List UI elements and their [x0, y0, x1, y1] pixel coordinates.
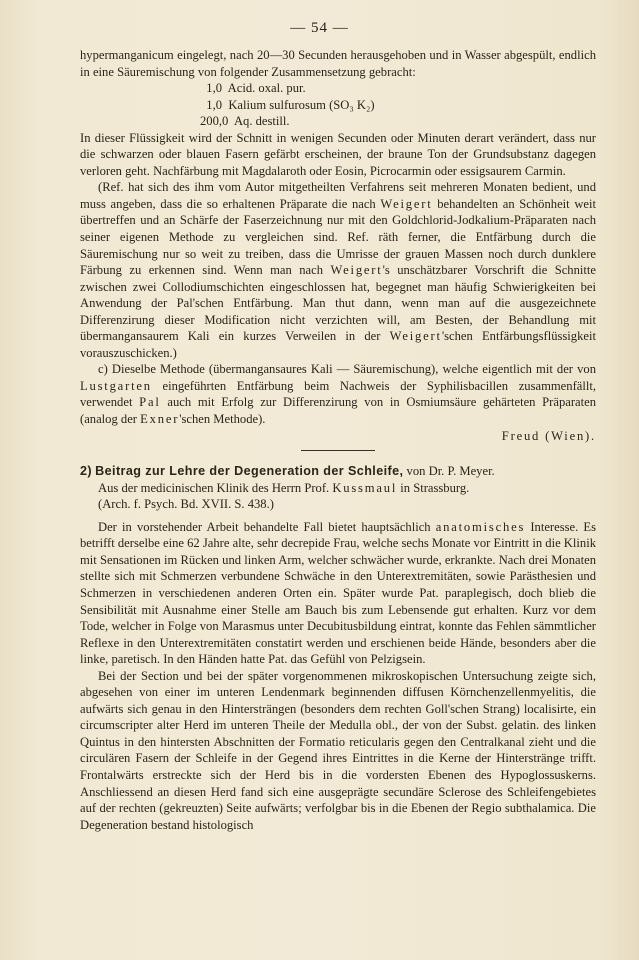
page-number: — 54 — — [290, 20, 349, 36]
paragraph-method-c: c) Dieselbe Methode (übermangansaures Kali — Säuremischung), welche eigentlich mit der von Lustgarten eingeführten Entfärbung beim Nachweis der Syphilisbacillen zusammenfällt, verwendet Pal auch mit Erfolg zur Differenzirung von in Osmiumsäure gehärteten Präparaten (analog der Exner'schen Methode). — [80, 362, 596, 427]
author-name-weigert: Weigert — [389, 329, 442, 344]
formula-line-2: 1,0 Kalium sulfurosum (SO₃ K₂) — [200, 97, 375, 112]
formula-line-1: 1,0 Acid. oxal. pur. — [200, 81, 306, 96]
paragraph-case-description: Der in vorstehender Arbeit behandelte Fall bietet hauptsächlich anatomisches Interesse. Es betrifft derselbe eine 62 Jahre alte, sehr decrepide Frau, welche sechs Monate vor Eintritt in die Klinik mit Sensationen im Rücken und linken Arm, welcher schwächer wurde, erkrankte. Nach drei Monaten stellte sich mit Schmerzen verbundene Schwäche in den Unterextremitäten, sowie Parästhesien und Schmerzen in verschiedenen anderen Orten ein. Später wurde Pat. paraplegisch, doch blieb die Sensibilität mit Ausnahme einer Stelle am Bauch bis zum Lebensende gut erhalten. Kurz vor dem Tode, welcher in Folge von Marasmus unter Decubitusbildung eintrat, konnte das Fehlen sämmtlicher Reflexe in den Unterextremitäten constatirt werden und erschienen beide Hände, besonders aber die linke, paretisch. In den Händen hatte Pat. das Gefühl von Pelzigsein. — [80, 519, 596, 667]
article-number: 2) — [80, 464, 92, 479]
formula-block — [80, 80, 596, 130]
author-name-weigert: Weigert — [380, 196, 433, 211]
article-affiliation: Aus der medicinischen Klinik des Herrn Prof. Kussmaul in Strassburg. — [98, 480, 470, 495]
page-body — [80, 47, 596, 833]
paragraph-fluid-description: In dieser Flüssigkeit wird der Schnitt in wenigen Secunden oder Minuten derart verändert, dass nur die schwarzen oder blauen Fasern gefärbt erscheinen, der braune Ton der Grundsubstanz dagegen verloren geht. Nachfärbung mit Magdalaroth oder Eosin, Picrocarmin oder essigsaurem Carmin. — [80, 130, 596, 178]
author-name-kussmaul: Kussmaul — [332, 480, 398, 495]
author-name-lustgarten: Lustgarten — [80, 378, 152, 393]
author-name-exner: Exner — [140, 412, 180, 427]
paragraph-continuation: hypermanganicum eingelegt, nach 20—30 Secunden herausgehoben und in Wasser abgespült, endlich in eine Säuremischung von folgender Zusammensetzung gebracht: — [80, 48, 596, 79]
author-name-weigert: Weigert — [330, 263, 383, 278]
signature: Freud (Wien). — [501, 428, 596, 443]
paragraph-ref-note: (Ref. hat sich des ihm vom Autor mitgetheilten Verfahrens seit mehreren Monaten bedient, und muss angeben, dass die so erhaltenen Präparate die nach Weigert behandelten an Schönheit weit übertreffen und an Schärfe der Faserzeichnung nur mit den Goldchlorid-Jodkalium-Präparaten nach seiner eigenen Methode zu vergleichen sind. Ref. räth ferner, die Entfärbung durch die Säuremischung nur so weit zu treiben, dass die Umrisse der grauen Massen noch durch dunklere Färbung zu erkennen sind. Wenn man nach Weigert's unschätzbarer Vorschrift die Schnitte zwischen zwei Collodiumschichten eingeschlossen hat, begegnet man häufig Schwierigkeiten bei Anwendung der Pal'schen Entfärbung. Man thut dann, wenn man auf die ausgezeichnete Differenzirung dieser Modification nicht verzichten will, am Besten, der Behandlung mit übermangansaurem Kali ein kurzes Verweilen in der Weigert'schen Entfärbungsflüssigkeit vorauszuschicken.) — [80, 180, 596, 360]
article-author: von Dr. P. Meyer. — [403, 464, 495, 479]
emphasis-anatomisches: anatomisches — [435, 519, 526, 534]
article-title: Beitrag zur Lehre der Degeneration der Schleife, — [95, 464, 404, 479]
section-divider — [301, 450, 375, 451]
author-name-pal: Pal — [139, 395, 161, 410]
article-citation: (Arch. f. Psych. Bd. XVII. S. 438.) — [98, 497, 274, 512]
paragraph-section-findings: Bei der Section und bei der später vorgenommenen mikroskopischen Untersuchung zeigte sich, abgesehen von einer im unteren Lendenmark beginnenden diffusen Körnchenzellenmyelitis, die aufwärts sich genau in den Hintersträngen (besonders dem rechten Goll'schen Strang) localisirte, ein circumscripter alter Herd im unteren Theile der Medulla obl., der von der Subst. gelatin. des linken Quintus in den hintersten Abschnitten der Formatio reticularis gegen den Centralkanal zieht und die circulären Fasern der Schleife in der Gegend ihres Eintrittes in die Kerne der Hinterstränge trifft. Frontalwärts erstreckte sich der Herd bis in die vordersten Ebenen des Hypoglossuskerns. Anschliessend an diesen Herd fand sich eine ausgeprägte secundäre Sclerose des Schleifengebietes auf der rechten (gekreuzten) Seite aufwärts; verfolgbar bis in die Ebenen der Regio subthalamica. Die Degeneration bestand histologisch — [80, 668, 596, 832]
formula-line-3: 200,0 Aq. destill. — [200, 114, 290, 129]
article-heading — [80, 463, 596, 513]
